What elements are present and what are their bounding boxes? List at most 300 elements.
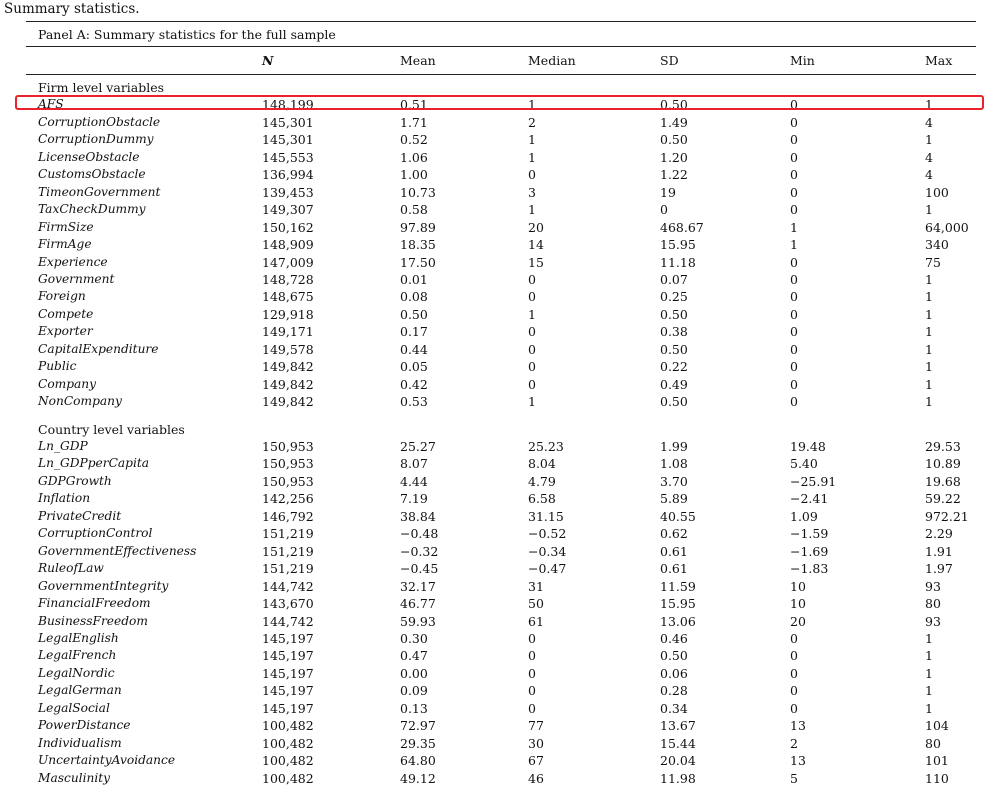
cell-sd: 5.89	[660, 491, 688, 507]
cell-mean: 0.47	[400, 648, 428, 664]
cell-max: 1	[925, 665, 933, 681]
variable-name: GovernmentIntegrity	[38, 578, 169, 593]
cell-mean: 0.13	[400, 700, 428, 716]
cell-max: 340	[925, 237, 949, 253]
cell-max: 59.22	[925, 491, 961, 507]
variable-name: FirmSize	[38, 219, 94, 234]
cell-sd: 0.49	[660, 376, 688, 392]
cell-max: 104	[925, 718, 949, 734]
cell-min: 20	[790, 613, 806, 629]
table-row	[0, 272, 996, 289]
table-row	[0, 526, 996, 543]
cell-n: 144,742	[262, 578, 314, 594]
cell-max: 29.53	[925, 439, 961, 454]
cell-n: 149,842	[262, 359, 314, 375]
variable-name: PowerDistance	[38, 718, 131, 733]
cell-median: 77	[528, 718, 544, 734]
cell-min: 0	[790, 167, 798, 183]
cell-sd: 13.67	[660, 718, 696, 734]
cell-median: 1	[528, 97, 536, 113]
variable-name: CorruptionControl	[38, 526, 153, 541]
cell-sd: 0.34	[660, 700, 688, 716]
cell-n: 100,482	[262, 753, 314, 769]
column-header-max: Max	[925, 53, 953, 68]
cell-mean: −0.48	[400, 526, 439, 542]
variable-name: Public	[38, 359, 77, 374]
variable-name: Ln_GDP	[38, 439, 88, 453]
cell-n: 149,578	[262, 341, 314, 357]
cell-median: 0	[528, 683, 536, 699]
cell-n: 145,197	[262, 683, 314, 699]
variable-name: UncertaintyAvoidance	[38, 753, 176, 768]
cell-max: 1	[925, 341, 933, 357]
table-row	[0, 167, 996, 184]
cell-sd: 1.20	[660, 149, 688, 165]
cell-min: 1	[790, 219, 798, 235]
cell-median: 1	[528, 149, 536, 165]
cell-median: 0	[528, 648, 536, 664]
cell-sd: 11.18	[660, 254, 696, 270]
cell-median: −0.34	[528, 543, 567, 559]
cell-mean: 64.80	[400, 753, 436, 769]
cell-sd: 20.04	[660, 753, 696, 769]
cell-mean: 0.00	[400, 665, 428, 681]
cell-mean: 18.35	[400, 237, 436, 253]
cell-min: −2.41	[790, 491, 829, 507]
variable-name: LegalSocial	[38, 700, 110, 715]
cell-median: 0	[528, 167, 536, 183]
cell-min: 5.40	[790, 456, 818, 472]
cell-n: 129,918	[262, 306, 314, 322]
cell-sd: 0.61	[660, 561, 688, 577]
cell-min: 0	[790, 376, 798, 392]
cell-median: 1	[528, 306, 536, 322]
table-row	[0, 596, 996, 613]
cell-min: 0	[790, 202, 798, 218]
cell-mean: 7.19	[400, 491, 428, 507]
panel-title: Panel A: Summary statistics for the full sample	[38, 27, 336, 42]
cell-sd: 40.55	[660, 508, 696, 524]
cell-sd: 0.61	[660, 543, 688, 559]
cell-n: 145,197	[262, 648, 314, 664]
variable-name: LegalNordic	[38, 665, 115, 680]
table-row	[0, 132, 996, 149]
cell-min: 1	[790, 237, 798, 253]
section-title: Firm level variables	[38, 80, 165, 95]
cell-n: 150,953	[262, 439, 314, 454]
cell-sd: 0.46	[660, 630, 688, 646]
cell-min: 0	[790, 341, 798, 357]
table-row	[0, 394, 996, 411]
cell-max: 1	[925, 683, 933, 699]
cell-mean: 0.30	[400, 630, 428, 646]
cell-max: 80	[925, 596, 941, 612]
variable-name: Experience	[38, 254, 108, 269]
cell-max: 93	[925, 578, 941, 594]
cell-median: 20	[528, 219, 544, 235]
table-row	[0, 666, 996, 683]
cell-median: 1	[528, 394, 536, 410]
cell-n: 150,953	[262, 473, 314, 489]
cell-mean: 0.09	[400, 683, 428, 699]
variable-name: GDPGrowth	[38, 473, 112, 488]
cell-max: 1.91	[925, 543, 953, 559]
cell-mean: 46.77	[400, 596, 436, 612]
cell-max: 19.68	[925, 473, 961, 489]
cell-max: 1	[925, 394, 933, 410]
cell-max: 1	[925, 306, 933, 322]
cell-max: 4	[925, 114, 933, 130]
variable-name: Inflation	[38, 491, 91, 506]
cell-mean: 0.53	[400, 394, 428, 410]
cell-mean: 97.89	[400, 219, 436, 235]
variable-name: AFS	[38, 97, 64, 112]
variable-name: Compete	[38, 306, 94, 321]
variable-name: Masculinity	[38, 770, 111, 785]
cell-mean: 17.50	[400, 254, 436, 270]
table-row	[0, 683, 996, 700]
cell-n: 148,675	[262, 289, 314, 305]
table-row	[0, 753, 996, 770]
cell-min: −1.59	[790, 526, 829, 542]
table-row	[0, 509, 996, 526]
column-header-median: Median	[528, 53, 576, 68]
cell-sd: 3.70	[660, 473, 688, 489]
cell-min: 0	[790, 324, 798, 340]
cell-median: 1	[528, 132, 536, 148]
table-row	[0, 307, 996, 324]
cell-max: 4	[925, 167, 933, 183]
cell-min: 0	[790, 683, 798, 699]
cell-n: 148,728	[262, 271, 314, 287]
variable-name: CorruptionObstacle	[38, 114, 161, 129]
cell-n: 100,482	[262, 718, 314, 734]
cell-mean: 0.42	[400, 376, 428, 392]
cell-n: 139,453	[262, 184, 314, 200]
cell-n: 145,197	[262, 700, 314, 716]
cell-mean: 0.52	[400, 132, 428, 148]
column-header-n: N	[262, 53, 274, 68]
variable-name: LegalFrench	[38, 648, 117, 663]
cell-median: 0	[528, 700, 536, 716]
cell-n: 147,009	[262, 254, 314, 270]
cell-mean: 0.08	[400, 289, 428, 305]
cell-mean: 4.44	[400, 473, 428, 489]
table-row	[0, 736, 996, 753]
cell-max: 2.29	[925, 526, 953, 542]
cell-mean: 49.12	[400, 770, 436, 786]
variable-name: CapitalExpenditure	[38, 341, 159, 356]
cell-min: 19.48	[790, 439, 826, 454]
cell-max: 101	[925, 753, 949, 769]
cell-min: 0	[790, 114, 798, 130]
variable-name: TimeonGovernment	[38, 184, 161, 199]
cell-n: 150,162	[262, 219, 314, 235]
cell-max: 1	[925, 202, 933, 218]
table-row	[0, 579, 996, 596]
cell-mean: −0.45	[400, 561, 439, 577]
cell-max: 1	[925, 630, 933, 646]
variable-name: Ln_GDPperCapita	[38, 456, 150, 471]
cell-max: 64,000	[925, 219, 969, 235]
cell-sd: 15.95	[660, 596, 696, 612]
cell-min: 0	[790, 289, 798, 305]
variable-name: FirmAge	[38, 237, 92, 252]
cell-max: 1	[925, 700, 933, 716]
table-row	[0, 289, 996, 306]
cell-max: 1	[925, 97, 933, 113]
table-row	[0, 718, 996, 735]
cell-min: 0	[790, 306, 798, 322]
variable-name: LegalEnglish	[38, 630, 119, 645]
cell-median: 67	[528, 753, 544, 769]
cell-max: 1	[925, 271, 933, 287]
cell-median: 4.79	[528, 473, 556, 489]
table-row	[0, 324, 996, 341]
cell-min: 0	[790, 648, 798, 664]
table-row	[0, 614, 996, 631]
cell-mean: 29.35	[400, 735, 436, 751]
cell-max: 4	[925, 149, 933, 165]
cell-mean: 1.06	[400, 149, 428, 165]
cell-median: 6.58	[528, 491, 556, 507]
cell-mean: 25.27	[400, 439, 436, 454]
table-row	[0, 342, 996, 359]
cell-min: 0	[790, 254, 798, 270]
cell-min: 0	[790, 184, 798, 200]
cell-n: 151,219	[262, 526, 314, 542]
table-row	[0, 439, 996, 456]
cell-max: 110	[925, 770, 949, 786]
cell-min: 10	[790, 578, 806, 594]
cell-median: 30	[528, 735, 544, 751]
variable-name: FinancialFreedom	[38, 596, 151, 611]
cell-mean: 0.05	[400, 359, 428, 375]
cell-n: 136,994	[262, 167, 314, 183]
cell-min: 1.09	[790, 508, 818, 524]
cell-n: 148,909	[262, 237, 314, 253]
variable-name: TaxCheckDummy	[38, 202, 146, 217]
cell-mean: −0.32	[400, 543, 439, 559]
cell-median: 3	[528, 184, 536, 200]
cell-mean: 0.58	[400, 202, 428, 218]
cell-mean: 38.84	[400, 508, 436, 524]
cell-max: 1	[925, 359, 933, 375]
variable-name: Government	[38, 271, 115, 286]
top-rule	[26, 21, 976, 22]
table-row	[0, 456, 996, 473]
table-row	[0, 561, 996, 578]
cell-mean: 0.17	[400, 324, 428, 340]
table-row	[0, 150, 996, 167]
cell-n: 145,197	[262, 630, 314, 646]
cell-max: 75	[925, 254, 941, 270]
cell-sd: 1.08	[660, 456, 688, 472]
cell-n: 146,792	[262, 508, 314, 524]
table-row	[0, 491, 996, 508]
cell-median: 0	[528, 271, 536, 287]
cell-mean: 1.71	[400, 114, 428, 130]
table-row	[0, 115, 996, 132]
table-row	[0, 377, 996, 394]
cell-min: −1.69	[790, 543, 829, 559]
cell-sd: 0.50	[660, 97, 688, 113]
cell-min: 0	[790, 97, 798, 113]
cell-sd: 0.50	[660, 132, 688, 148]
variable-name: Exporter	[38, 324, 93, 339]
cell-mean: 59.93	[400, 613, 436, 629]
cell-mean: 8.07	[400, 456, 428, 472]
section-title: Country level variables	[38, 421, 185, 437]
table-row	[0, 631, 996, 648]
table-row	[0, 255, 996, 272]
cell-median: 50	[528, 596, 544, 612]
cell-max: 93	[925, 613, 941, 629]
table-row	[0, 701, 996, 718]
cell-median: 0	[528, 359, 536, 375]
cell-sd: 468.67	[660, 219, 704, 235]
variable-name: GovernmentEffectiveness	[38, 543, 197, 558]
variable-name: NonCompany	[38, 394, 122, 409]
cell-median: 0	[528, 665, 536, 681]
cell-max: 100	[925, 184, 949, 200]
cell-sd: 0.07	[660, 271, 688, 287]
cell-mean: 32.17	[400, 578, 436, 594]
table-row	[0, 220, 996, 237]
cell-median: 0	[528, 341, 536, 357]
table-row	[0, 771, 996, 788]
cell-n: 144,742	[262, 613, 314, 629]
cell-median: 0	[528, 324, 536, 340]
cell-median: 31.15	[528, 508, 564, 524]
cell-min: 0	[790, 700, 798, 716]
variable-name: Foreign	[38, 289, 86, 304]
cell-max: 1	[925, 132, 933, 148]
cell-median: −0.52	[528, 526, 567, 542]
cell-median: 46	[528, 770, 544, 786]
cell-sd: 0.50	[660, 341, 688, 357]
cell-sd: 0.06	[660, 665, 688, 681]
cell-median: 61	[528, 613, 544, 629]
cell-median: 15	[528, 254, 544, 270]
cell-n: 151,219	[262, 543, 314, 559]
column-header-mean: Mean	[400, 53, 436, 68]
cell-max: 1	[925, 324, 933, 340]
cell-n: 148,199	[262, 97, 314, 113]
cell-n: 100,482	[262, 770, 314, 786]
cell-n: 150,953	[262, 456, 314, 472]
cell-sd: 11.59	[660, 578, 696, 594]
cell-max: 10.89	[925, 456, 961, 472]
table-row	[0, 544, 996, 561]
cell-sd: 0.22	[660, 359, 688, 375]
cell-median: 0	[528, 289, 536, 305]
cell-min: 2	[790, 735, 798, 751]
variable-name: LicenseObstacle	[38, 149, 140, 164]
cell-n: 149,307	[262, 202, 314, 218]
cell-median: −0.47	[528, 561, 567, 577]
variable-name: Individualism	[38, 735, 122, 750]
cell-sd: 1.22	[660, 167, 688, 183]
cell-min: −1.83	[790, 561, 829, 577]
table-row	[0, 202, 996, 219]
cell-sd: 1.99	[660, 439, 688, 454]
header-rule	[26, 74, 976, 75]
variable-name: Company	[38, 376, 97, 391]
cell-min: 0	[790, 665, 798, 681]
cell-mean: 72.97	[400, 718, 436, 734]
cell-min: 0	[790, 394, 798, 410]
cell-min: 13	[790, 718, 806, 734]
cell-n: 145,301	[262, 114, 314, 130]
cell-sd: 0.50	[660, 648, 688, 664]
cell-sd: 0	[660, 202, 668, 218]
table-row	[0, 185, 996, 202]
cell-max: 972.21	[925, 508, 969, 524]
cell-n: 149,171	[262, 324, 314, 340]
cell-n: 149,842	[262, 376, 314, 392]
cell-sd: 0.62	[660, 526, 688, 542]
cell-mean: 0.01	[400, 271, 428, 287]
cell-median: 25.23	[528, 439, 564, 454]
cell-max: 80	[925, 735, 941, 751]
variable-name: CorruptionDummy	[38, 132, 154, 147]
cell-n: 142,256	[262, 491, 314, 507]
cell-min: 0	[790, 132, 798, 148]
cell-median: 0	[528, 376, 536, 392]
variable-name: CustomsObstacle	[38, 167, 146, 182]
column-header-sd: SD	[660, 53, 679, 68]
cell-sd: 0.25	[660, 289, 688, 305]
variable-name: PrivateCredit	[38, 508, 122, 523]
cell-n: 149,842	[262, 394, 314, 410]
variable-name: BusinessFreedom	[38, 613, 148, 628]
cell-min: −25.91	[790, 473, 837, 489]
cell-min: 5	[790, 770, 798, 786]
cell-n: 151,219	[262, 561, 314, 577]
cell-median: 1	[528, 202, 536, 218]
cell-mean: 1.00	[400, 167, 428, 183]
cell-n: 145,197	[262, 665, 314, 681]
cell-median: 0	[528, 630, 536, 646]
cell-mean: 0.44	[400, 341, 428, 357]
cell-n: 100,482	[262, 735, 314, 751]
cell-mean: 0.51	[400, 97, 428, 113]
panel-rule	[26, 46, 976, 47]
cell-n: 143,670	[262, 596, 314, 612]
cell-min: 0	[790, 630, 798, 646]
cell-min: 10	[790, 596, 806, 612]
cell-sd: 0.50	[660, 306, 688, 322]
table-row	[0, 359, 996, 376]
variable-name: LegalGerman	[38, 683, 122, 698]
cell-min: 13	[790, 753, 806, 769]
cell-sd: 13.06	[660, 613, 696, 629]
cell-min: 0	[790, 271, 798, 287]
variable-name: RuleofLaw	[38, 561, 104, 576]
table-row	[0, 648, 996, 665]
cell-median: 2	[528, 114, 536, 130]
cell-sd: 15.44	[660, 735, 696, 751]
cell-median: 8.04	[528, 456, 556, 472]
cell-sd: 0.50	[660, 394, 688, 410]
cell-max: 1	[925, 648, 933, 664]
cell-median: 31	[528, 578, 544, 594]
cell-n: 145,301	[262, 132, 314, 148]
cell-mean: 10.73	[400, 184, 436, 200]
cell-min: 0	[790, 149, 798, 165]
cell-max: 1	[925, 289, 933, 305]
